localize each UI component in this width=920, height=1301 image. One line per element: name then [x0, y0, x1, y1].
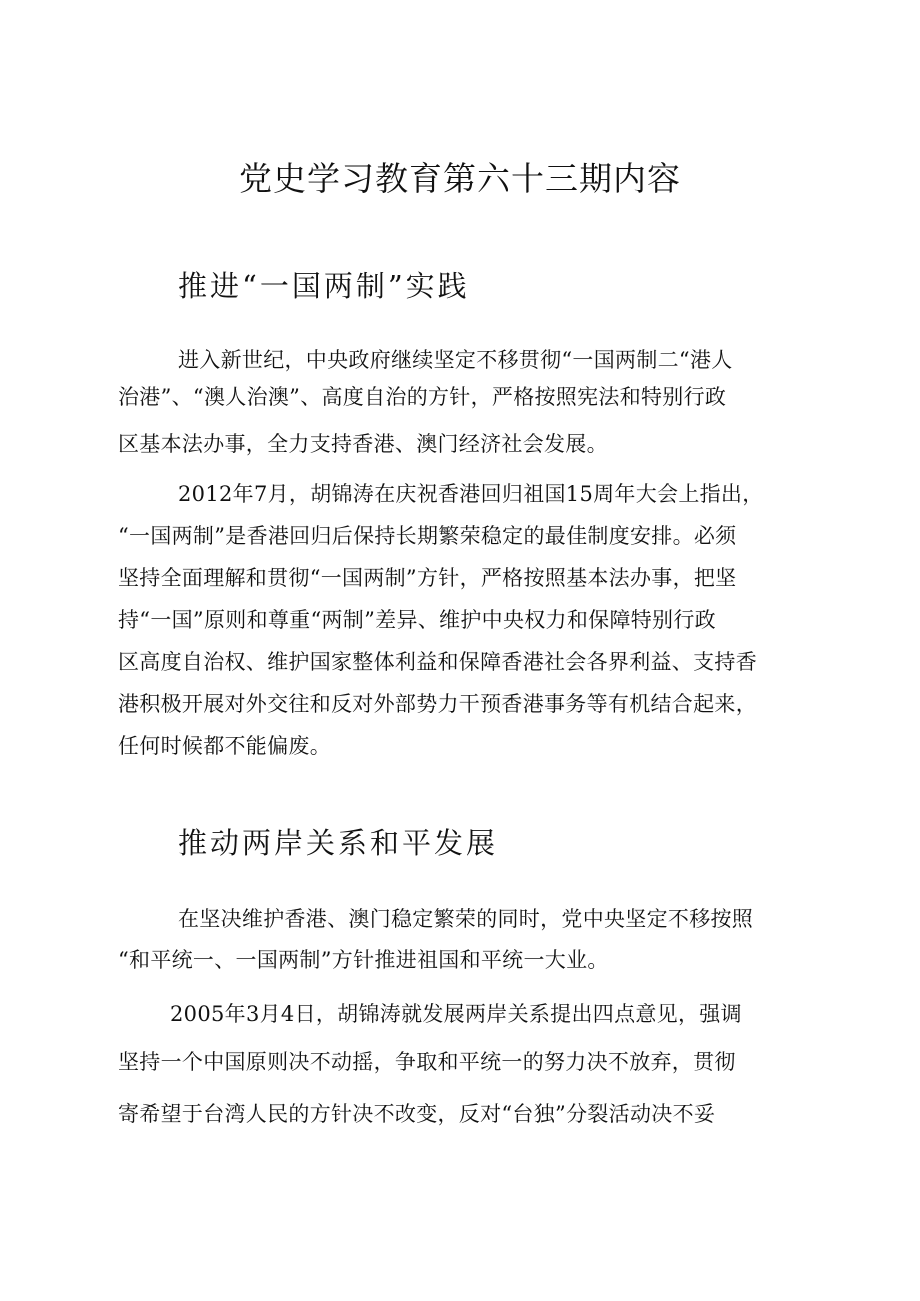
page-title: 党史学习教育第六十三期内容 [239, 159, 681, 198]
paragraph-line: 坚持一个中国原则决不动摇，争取和平统一的努力决不放弃，贯彻 [118, 1050, 736, 1074]
paragraph-line: 进入新世纪，中央政府继续坚定不移贯彻“一国两制二“港人 [178, 348, 733, 372]
paragraph-line: 任何时候都不能偏废。 [118, 734, 331, 758]
paragraph-line: 区高度自治权、维护国家整体利益和保障香港社会各界利益、支持香 [118, 650, 757, 674]
paragraph-line: 2012年7月，胡锦涛在庆祝香港回归祖国15周年大会上指出， [178, 482, 764, 506]
section-heading-one-country-two-systems: 推进“一国两制”实践 [178, 269, 470, 303]
paragraph-line: 2005年3月4日，胡锦涛就发展两岸关系提出四点意见，强调 [170, 1002, 742, 1026]
paragraph-line: 区基本法办事，全力支持香港、澳门经济社会发展。 [118, 432, 608, 456]
paragraph-line: 持“一国”原则和尊重“两制”差异、维护中央权力和保障特别行政 [118, 608, 716, 632]
paragraph-line: 治港”、“澳人治澳”、高度自治的方针，严格按照宪法和特别行政 [118, 385, 727, 409]
section-heading-cross-strait-relations: 推动两岸关系和平发展 [178, 826, 499, 860]
paragraph-line: 坚持全面理解和贯彻“一国两制”方针，严格按照基本法办事，把坚 [118, 566, 737, 590]
paragraph-line: 寄希望于台湾人民的方针决不改变，反对“台独”分裂活动决不妥 [118, 1102, 716, 1126]
paragraph-line: 在坚决维护香港、澳门稳定繁荣的同时，党中央坚定不移按照 [178, 907, 754, 931]
paragraph-line: “一国两制”是香港回归后保持长期繁荣稳定的最佳制度安排。必须 [118, 524, 737, 548]
paragraph-line: 港积极开展对外交往和反对外部势力干预香港事务等有机结合起来， [118, 692, 757, 716]
paragraph-line: “和平统一、一国两制”方针推进祖国和平统一大业。 [118, 948, 609, 972]
